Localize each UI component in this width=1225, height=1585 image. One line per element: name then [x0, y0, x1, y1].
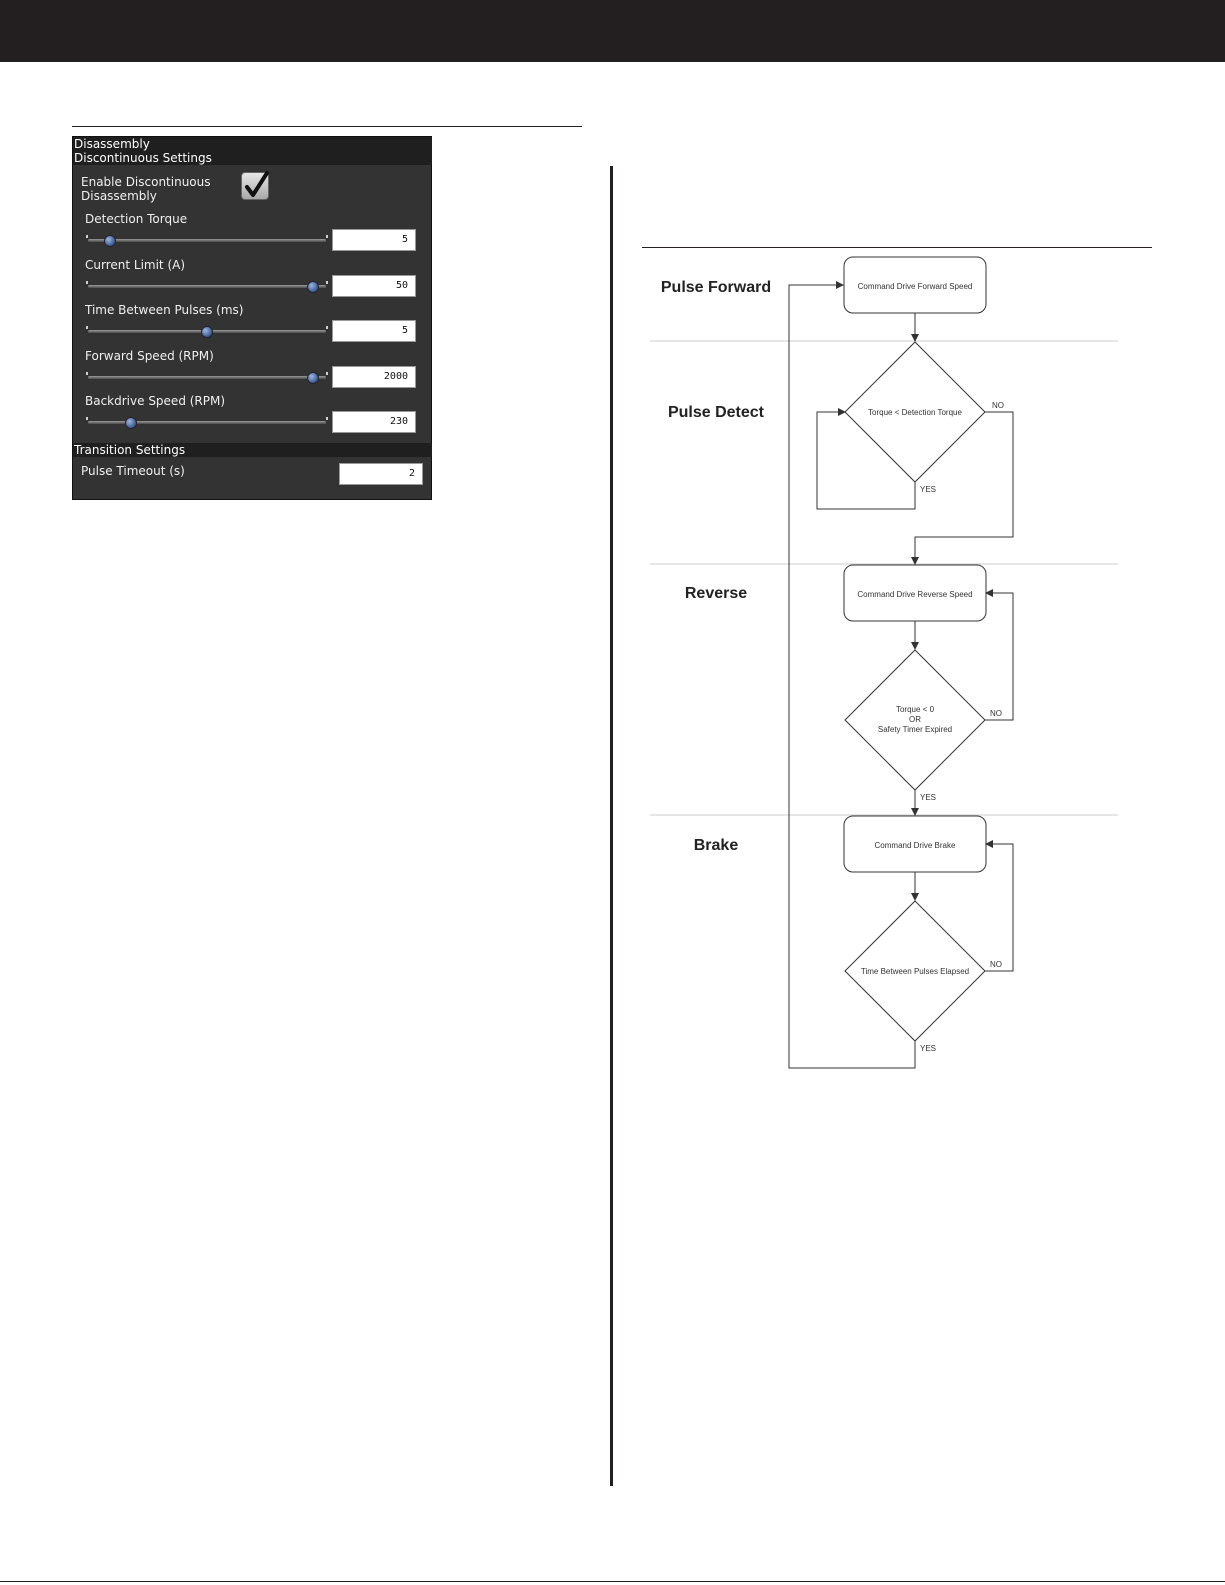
current-limit-input[interactable]: 50: [332, 275, 416, 297]
backdrive-speed-label: Backdrive Speed (RPM): [85, 394, 226, 408]
discontinuous-settings-header: Discontinuous Settings: [73, 151, 432, 165]
reverse-decision-line2: OR: [909, 715, 921, 724]
lane-label-pulse-forward: Pulse Forward: [660, 279, 772, 296]
yes-label: YES: [920, 1044, 937, 1053]
panel-title: Disassembly: [73, 137, 432, 151]
transition-settings-header: Transition Settings: [73, 443, 432, 457]
pulse-timeout-label: Pulse Timeout (s): [81, 464, 185, 478]
backdrive-speed-input[interactable]: 230: [332, 411, 416, 433]
detect-decision-text: Torque < Detection Torque: [868, 408, 962, 417]
reverse-speed-box-text: Command Drive Reverse Speed: [857, 590, 973, 599]
forward-speed-input[interactable]: 2000: [332, 366, 416, 388]
yes-label: YES: [920, 793, 937, 802]
connector-arrow: [985, 593, 1013, 720]
brake-box-text: Command Drive Brake: [874, 841, 956, 850]
enable-discontinuous-label-line1: Enable Discontinuous: [81, 175, 211, 189]
connector-arrow: [985, 844, 1013, 971]
detection-torque-input[interactable]: 5: [332, 229, 416, 251]
lane-label-reverse: Reverse: [684, 585, 748, 602]
no-label: NO: [990, 709, 1002, 718]
lane-label-pulse-detect: Pulse Detect: [667, 404, 765, 421]
time-between-pulses-input[interactable]: 5: [332, 320, 416, 342]
lane-label-brake: Brake: [693, 837, 739, 854]
detection-torque-label: Detection Torque: [85, 212, 188, 226]
pulse-timeout-input[interactable]: 2: [339, 463, 423, 485]
brake-decision-text: Time Between Pulses Elapsed: [860, 967, 970, 976]
forward-speed-box-text: Command Drive Forward Speed: [857, 282, 973, 291]
current-limit-label: Current Limit (A): [85, 258, 186, 272]
reverse-decision-line1: Torque < 0: [895, 705, 935, 714]
forward-speed-label: Forward Speed (RPM): [85, 349, 214, 363]
no-label: NO: [990, 960, 1002, 969]
reverse-decision-line3: Safety Timer Expired: [877, 725, 953, 734]
yes-label: YES: [920, 485, 937, 494]
no-label: NO: [992, 401, 1004, 410]
enable-discontinuous-label-line2: Disassembly: [81, 189, 157, 203]
time-between-pulses-label: Time Between Pulses (ms): [85, 303, 244, 317]
